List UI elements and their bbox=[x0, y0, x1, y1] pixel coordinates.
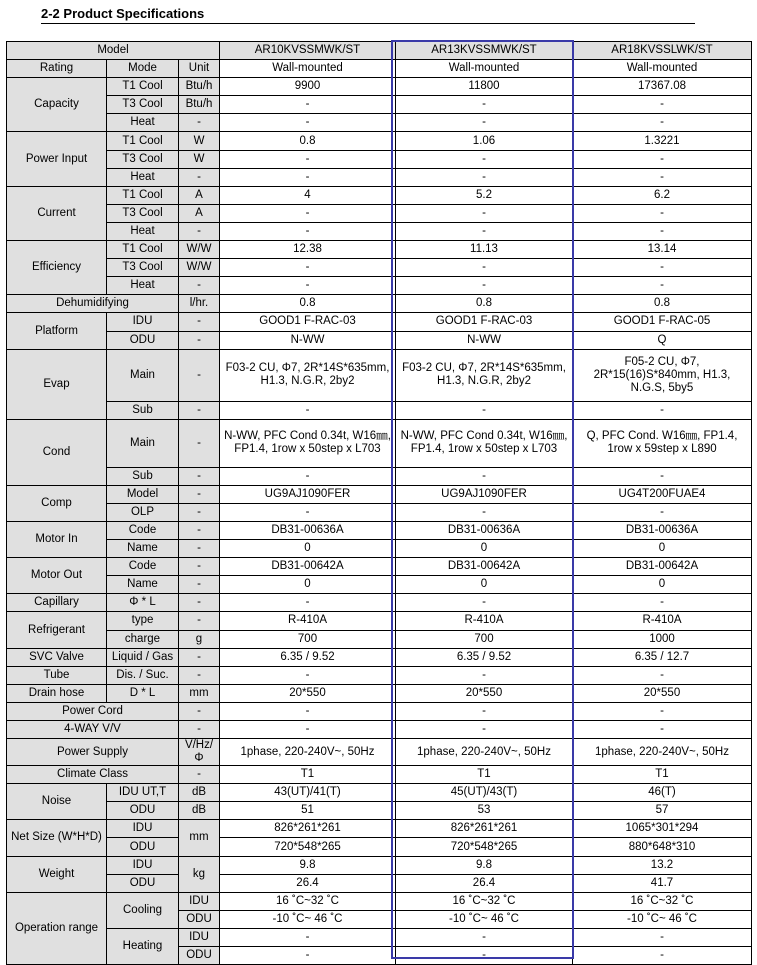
group-label: Drain hose bbox=[7, 684, 107, 702]
group-label: Tube bbox=[7, 666, 107, 684]
value-cell: N-WW bbox=[220, 331, 396, 349]
value-cell: DB31-00642A bbox=[573, 558, 752, 576]
value-cell: 1000 bbox=[573, 630, 752, 648]
group-label: Motor In bbox=[7, 521, 107, 557]
value-cell: 720*548*265 bbox=[220, 838, 396, 856]
group-label: Power Cord bbox=[7, 702, 179, 720]
value-cell: 9900 bbox=[220, 78, 396, 96]
unit-cell: - bbox=[179, 114, 220, 132]
value-cell: - bbox=[220, 928, 396, 946]
unit-cell: - bbox=[179, 277, 220, 295]
value-cell: 11.13 bbox=[396, 241, 573, 259]
value-cell: 20*550 bbox=[396, 684, 573, 702]
unit-cell: - bbox=[179, 485, 220, 503]
spec-table bbox=[6, 41, 752, 965]
value-cell: GOOD1 F-RAC-03 bbox=[396, 313, 573, 331]
value-cell: DB31-00642A bbox=[396, 558, 573, 576]
mode-cell: Model bbox=[107, 485, 179, 503]
value-cell: 51 bbox=[220, 802, 396, 820]
value-cell: - bbox=[220, 401, 396, 419]
value-cell: -10 ˚C~ 46 ˚C bbox=[573, 910, 752, 928]
mode-cell: Main bbox=[107, 419, 179, 467]
value-cell: 0 bbox=[573, 576, 752, 594]
unit-cell: - bbox=[179, 612, 220, 630]
unit-cell: - bbox=[179, 168, 220, 186]
value-cell: 1phase, 220-240V~, 50Hz bbox=[220, 739, 396, 766]
value-cell: 5.2 bbox=[396, 186, 573, 204]
mode-cell: IDU UT,T bbox=[107, 784, 179, 802]
unit-cell: - bbox=[179, 222, 220, 240]
value-cell: - bbox=[573, 96, 752, 114]
unit-cell: - bbox=[179, 702, 220, 720]
value-cell: 0.8 bbox=[396, 295, 573, 313]
unit-cell: W bbox=[179, 150, 220, 168]
value-cell: - bbox=[220, 204, 396, 222]
value-cell: 53 bbox=[396, 802, 573, 820]
value-cell: DB31-00636A bbox=[396, 521, 573, 539]
unit-cell: - bbox=[179, 521, 220, 539]
model-name: AR13KVSSMWK/ST bbox=[396, 42, 573, 60]
value-cell: - bbox=[573, 503, 752, 521]
value-cell: 0.8 bbox=[220, 132, 396, 150]
mode-cell: Liquid / Gas bbox=[107, 648, 179, 666]
mode-cell: T1 Cool bbox=[107, 186, 179, 204]
value-cell: GOOD1 F-RAC-05 bbox=[573, 313, 752, 331]
value-cell: - bbox=[573, 259, 752, 277]
value-cell: 26.4 bbox=[220, 874, 396, 892]
unit-cell: mm bbox=[179, 820, 220, 856]
mode-cell: ODU bbox=[179, 910, 220, 928]
unit-cell: - bbox=[179, 540, 220, 558]
value-cell: - bbox=[573, 168, 752, 186]
value-cell: - bbox=[220, 96, 396, 114]
unit-cell: - bbox=[179, 467, 220, 485]
value-cell: 6.35 / 12.7 bbox=[573, 648, 752, 666]
value-cell: - bbox=[396, 277, 573, 295]
subgroup-label: Cooling bbox=[107, 892, 179, 928]
unit-cell: Btu/h bbox=[179, 96, 220, 114]
value-cell: - bbox=[573, 928, 752, 946]
value-cell: - bbox=[573, 114, 752, 132]
group-label: Platform bbox=[7, 313, 107, 349]
group-label: Capillary bbox=[7, 594, 107, 612]
mode-cell: Φ * L bbox=[107, 594, 179, 612]
unit-cell: - bbox=[179, 766, 220, 784]
value-cell: 1.3221 bbox=[573, 132, 752, 150]
mode-cell: T1 Cool bbox=[107, 78, 179, 96]
value-cell: - bbox=[396, 702, 573, 720]
value-cell: - bbox=[220, 594, 396, 612]
unit-cell: dB bbox=[179, 784, 220, 802]
value-cell: 43(UT)/41(T) bbox=[220, 784, 396, 802]
value-cell: - bbox=[396, 96, 573, 114]
mode-cell: T1 Cool bbox=[107, 132, 179, 150]
value-cell: Q, PFC Cond. W16㎜, FP1.4, 1row x 59step x L890 bbox=[573, 419, 752, 467]
unit-label: Unit bbox=[179, 60, 220, 78]
value-cell: - bbox=[220, 222, 396, 240]
value-cell: 1065*301*294 bbox=[573, 820, 752, 838]
value-cell: 1phase, 220-240V~, 50Hz bbox=[573, 739, 752, 766]
value-cell: - bbox=[573, 277, 752, 295]
value-cell: R-410A bbox=[573, 612, 752, 630]
value-cell: - bbox=[573, 666, 752, 684]
value-cell: 826*261*261 bbox=[220, 820, 396, 838]
value-cell: - bbox=[220, 168, 396, 186]
value-cell: F03-2 CU, Φ7, 2R*14S*635mm, H1.3, N.G.R, 2by2 bbox=[220, 349, 396, 401]
value-cell: - bbox=[220, 277, 396, 295]
group-label: Power Input bbox=[7, 132, 107, 186]
unit-cell: l/hr. bbox=[179, 295, 220, 313]
value-cell: 46(T) bbox=[573, 784, 752, 802]
value-cell: 0 bbox=[220, 540, 396, 558]
group-label: Dehumidifying bbox=[7, 295, 179, 313]
unit-cell: Btu/h bbox=[179, 78, 220, 96]
group-label: Capacity bbox=[7, 78, 107, 132]
value-cell: 16 ˚C~32 ˚C bbox=[220, 892, 396, 910]
value-cell: - bbox=[573, 204, 752, 222]
value-cell: 0 bbox=[396, 540, 573, 558]
value-cell: 13.14 bbox=[573, 241, 752, 259]
mode-cell: ODU bbox=[107, 874, 179, 892]
value-cell: T1 bbox=[573, 766, 752, 784]
value-cell: - bbox=[220, 702, 396, 720]
unit-cell: mm bbox=[179, 684, 220, 702]
group-label: Operation range bbox=[7, 892, 107, 964]
value-cell: T1 bbox=[396, 766, 573, 784]
value-cell: - bbox=[396, 947, 573, 965]
value-cell: 6.35 / 9.52 bbox=[396, 648, 573, 666]
group-label: Comp bbox=[7, 485, 107, 521]
value-cell: - bbox=[220, 467, 396, 485]
mode-cell: charge bbox=[107, 630, 179, 648]
unit-cell: - bbox=[179, 576, 220, 594]
unit-cell: W/W bbox=[179, 259, 220, 277]
value-cell: - bbox=[573, 947, 752, 965]
mode-cell: ODU bbox=[107, 802, 179, 820]
unit-cell: - bbox=[179, 594, 220, 612]
unit-cell: g bbox=[179, 630, 220, 648]
value-cell: 0 bbox=[573, 540, 752, 558]
value-cell: UG4T200FUAE4 bbox=[573, 485, 752, 503]
value-cell: - bbox=[396, 259, 573, 277]
value-cell: 1.06 bbox=[396, 132, 573, 150]
unit-cell: - bbox=[179, 401, 220, 419]
value-cell: -10 ˚C~ 46 ˚C bbox=[220, 910, 396, 928]
mode-cell: Heat bbox=[107, 277, 179, 295]
value-cell: 12.38 bbox=[220, 241, 396, 259]
unit-cell: - bbox=[179, 558, 220, 576]
mode-cell: IDU bbox=[179, 892, 220, 910]
group-label: Climate Class bbox=[7, 766, 179, 784]
value-cell: DB31-00636A bbox=[573, 521, 752, 539]
mode-cell: Name bbox=[107, 540, 179, 558]
mode-cell: Heat bbox=[107, 168, 179, 186]
unit-cell: - bbox=[179, 666, 220, 684]
value-cell: - bbox=[220, 150, 396, 168]
group-label: SVC Valve bbox=[7, 648, 107, 666]
value-cell: UG9AJ1090FER bbox=[396, 485, 573, 503]
mode-cell: Sub bbox=[107, 467, 179, 485]
value-cell: - bbox=[396, 401, 573, 419]
group-label: Efficiency bbox=[7, 241, 107, 295]
value-cell: - bbox=[396, 503, 573, 521]
value-cell: N-WW, PFC Cond 0.34t, W16㎜, FP1.4, 1row x 50step x L703 bbox=[220, 419, 396, 467]
group-label: 4-WAY V/V bbox=[7, 721, 179, 739]
mode-cell: ODU bbox=[107, 838, 179, 856]
value-cell: GOOD1 F-RAC-03 bbox=[220, 313, 396, 331]
value-cell: N-WW bbox=[396, 331, 573, 349]
value-cell: DB31-00636A bbox=[220, 521, 396, 539]
heading-underline bbox=[41, 23, 695, 24]
mode-cell: Dis. / Suc. bbox=[107, 666, 179, 684]
group-label: Net Size (W*H*D) bbox=[7, 820, 107, 856]
value-cell: UG9AJ1090FER bbox=[220, 485, 396, 503]
mode-cell: Sub bbox=[107, 401, 179, 419]
page-heading: 2-2 Product Specifications bbox=[41, 6, 205, 21]
value-cell: 880*648*310 bbox=[573, 838, 752, 856]
value-cell: DB31-00642A bbox=[220, 558, 396, 576]
model-label: Model bbox=[7, 42, 220, 60]
value-cell: 700 bbox=[220, 630, 396, 648]
rating-value: Wall-mounted bbox=[396, 60, 573, 78]
unit-cell: - bbox=[179, 648, 220, 666]
model-name: AR18KVSSLWK/ST bbox=[573, 42, 752, 60]
mode-cell: Heat bbox=[107, 114, 179, 132]
value-cell: 6.35 / 9.52 bbox=[220, 648, 396, 666]
value-cell: 826*261*261 bbox=[396, 820, 573, 838]
group-label: Power Supply bbox=[7, 739, 179, 766]
value-cell: - bbox=[573, 222, 752, 240]
mode-cell: ODU bbox=[179, 947, 220, 965]
value-cell: - bbox=[573, 467, 752, 485]
mode-cell: ODU bbox=[107, 331, 179, 349]
value-cell: N-WW, PFC Cond 0.34t, W16㎜, FP1.4, 1row x 50step x L703 bbox=[396, 419, 573, 467]
mode-cell: Heat bbox=[107, 222, 179, 240]
unit-cell: - bbox=[179, 419, 220, 467]
value-cell: - bbox=[396, 114, 573, 132]
value-cell: - bbox=[396, 928, 573, 946]
mode-label: Mode bbox=[107, 60, 179, 78]
value-cell: 0 bbox=[396, 576, 573, 594]
value-cell: 26.4 bbox=[396, 874, 573, 892]
mode-cell: Code bbox=[107, 521, 179, 539]
value-cell: 41.7 bbox=[573, 874, 752, 892]
unit-cell: - bbox=[179, 503, 220, 521]
value-cell: - bbox=[396, 222, 573, 240]
value-cell: F03-2 CU, Φ7, 2R*14S*635mm, H1.3, N.G.R, 2by2 bbox=[396, 349, 573, 401]
value-cell: - bbox=[396, 168, 573, 186]
value-cell: - bbox=[220, 259, 396, 277]
unit-cell: A bbox=[179, 186, 220, 204]
value-cell: F05-2 CU, Φ7, 2R*15(16)S*840mm, H1.3, N.G.S, 5by5 bbox=[573, 349, 752, 401]
value-cell: - bbox=[220, 666, 396, 684]
mode-cell: D * L bbox=[107, 684, 179, 702]
group-label: Cond bbox=[7, 419, 107, 485]
value-cell: 0 bbox=[220, 576, 396, 594]
mode-cell: OLP bbox=[107, 503, 179, 521]
value-cell: - bbox=[396, 150, 573, 168]
value-cell: 1phase, 220-240V~, 50Hz bbox=[396, 739, 573, 766]
value-cell: 13.2 bbox=[573, 856, 752, 874]
value-cell: - bbox=[573, 702, 752, 720]
unit-cell: - bbox=[179, 721, 220, 739]
unit-cell: - bbox=[179, 349, 220, 401]
mode-cell: IDU bbox=[107, 313, 179, 331]
unit-cell: W bbox=[179, 132, 220, 150]
unit-cell: - bbox=[179, 331, 220, 349]
value-cell: 20*550 bbox=[220, 684, 396, 702]
value-cell: 6.2 bbox=[573, 186, 752, 204]
mode-cell: T3 Cool bbox=[107, 259, 179, 277]
mode-cell: Name bbox=[107, 576, 179, 594]
unit-cell: - bbox=[179, 313, 220, 331]
mode-cell: type bbox=[107, 612, 179, 630]
mode-cell: T3 Cool bbox=[107, 96, 179, 114]
value-cell: 17367.08 bbox=[573, 78, 752, 96]
rating-label: Rating bbox=[7, 60, 107, 78]
mode-cell: T3 Cool bbox=[107, 204, 179, 222]
mode-cell: IDU bbox=[107, 856, 179, 874]
value-cell: -10 ˚C~ 46 ˚C bbox=[396, 910, 573, 928]
value-cell: - bbox=[396, 721, 573, 739]
mode-cell: IDU bbox=[179, 928, 220, 946]
value-cell: - bbox=[220, 721, 396, 739]
group-label: Current bbox=[7, 186, 107, 240]
value-cell: 9.8 bbox=[220, 856, 396, 874]
unit-cell: V/Hz/Φ bbox=[179, 739, 220, 766]
value-cell: - bbox=[573, 594, 752, 612]
group-label: Weight bbox=[7, 856, 107, 892]
group-label: Motor Out bbox=[7, 558, 107, 594]
model-name: AR10KVSSMWK/ST bbox=[220, 42, 396, 60]
value-cell: - bbox=[573, 721, 752, 739]
mode-cell: Main bbox=[107, 349, 179, 401]
value-cell: 11800 bbox=[396, 78, 573, 96]
group-label: Refrigerant bbox=[7, 612, 107, 648]
value-cell: 700 bbox=[396, 630, 573, 648]
value-cell: - bbox=[396, 204, 573, 222]
unit-cell: A bbox=[179, 204, 220, 222]
value-cell: 57 bbox=[573, 802, 752, 820]
value-cell: - bbox=[573, 150, 752, 168]
value-cell: - bbox=[220, 947, 396, 965]
value-cell: R-410A bbox=[396, 612, 573, 630]
value-cell: 4 bbox=[220, 186, 396, 204]
value-cell: - bbox=[396, 467, 573, 485]
group-label: Noise bbox=[7, 784, 107, 820]
mode-cell: IDU bbox=[107, 820, 179, 838]
value-cell: - bbox=[573, 401, 752, 419]
mode-cell: T3 Cool bbox=[107, 150, 179, 168]
value-cell: R-410A bbox=[220, 612, 396, 630]
value-cell: - bbox=[220, 503, 396, 521]
subgroup-label: Heating bbox=[107, 928, 179, 964]
unit-cell: kg bbox=[179, 856, 220, 892]
mode-cell: T1 Cool bbox=[107, 241, 179, 259]
value-cell: 9.8 bbox=[396, 856, 573, 874]
rating-value: Wall-mounted bbox=[220, 60, 396, 78]
value-cell: 16 ˚C~32 ˚C bbox=[573, 892, 752, 910]
mode-cell: Code bbox=[107, 558, 179, 576]
value-cell: 720*548*265 bbox=[396, 838, 573, 856]
value-cell: 16 ˚C~32 ˚C bbox=[396, 892, 573, 910]
unit-cell: dB bbox=[179, 802, 220, 820]
value-cell: T1 bbox=[220, 766, 396, 784]
value-cell: 20*550 bbox=[573, 684, 752, 702]
rating-value: Wall-mounted bbox=[573, 60, 752, 78]
value-cell: - bbox=[396, 594, 573, 612]
group-label: Evap bbox=[7, 349, 107, 419]
value-cell: - bbox=[220, 114, 396, 132]
value-cell: 0.8 bbox=[220, 295, 396, 313]
value-cell: Q bbox=[573, 331, 752, 349]
unit-cell: W/W bbox=[179, 241, 220, 259]
value-cell: 45(UT)/43(T) bbox=[396, 784, 573, 802]
value-cell: - bbox=[396, 666, 573, 684]
value-cell: 0.8 bbox=[573, 295, 752, 313]
